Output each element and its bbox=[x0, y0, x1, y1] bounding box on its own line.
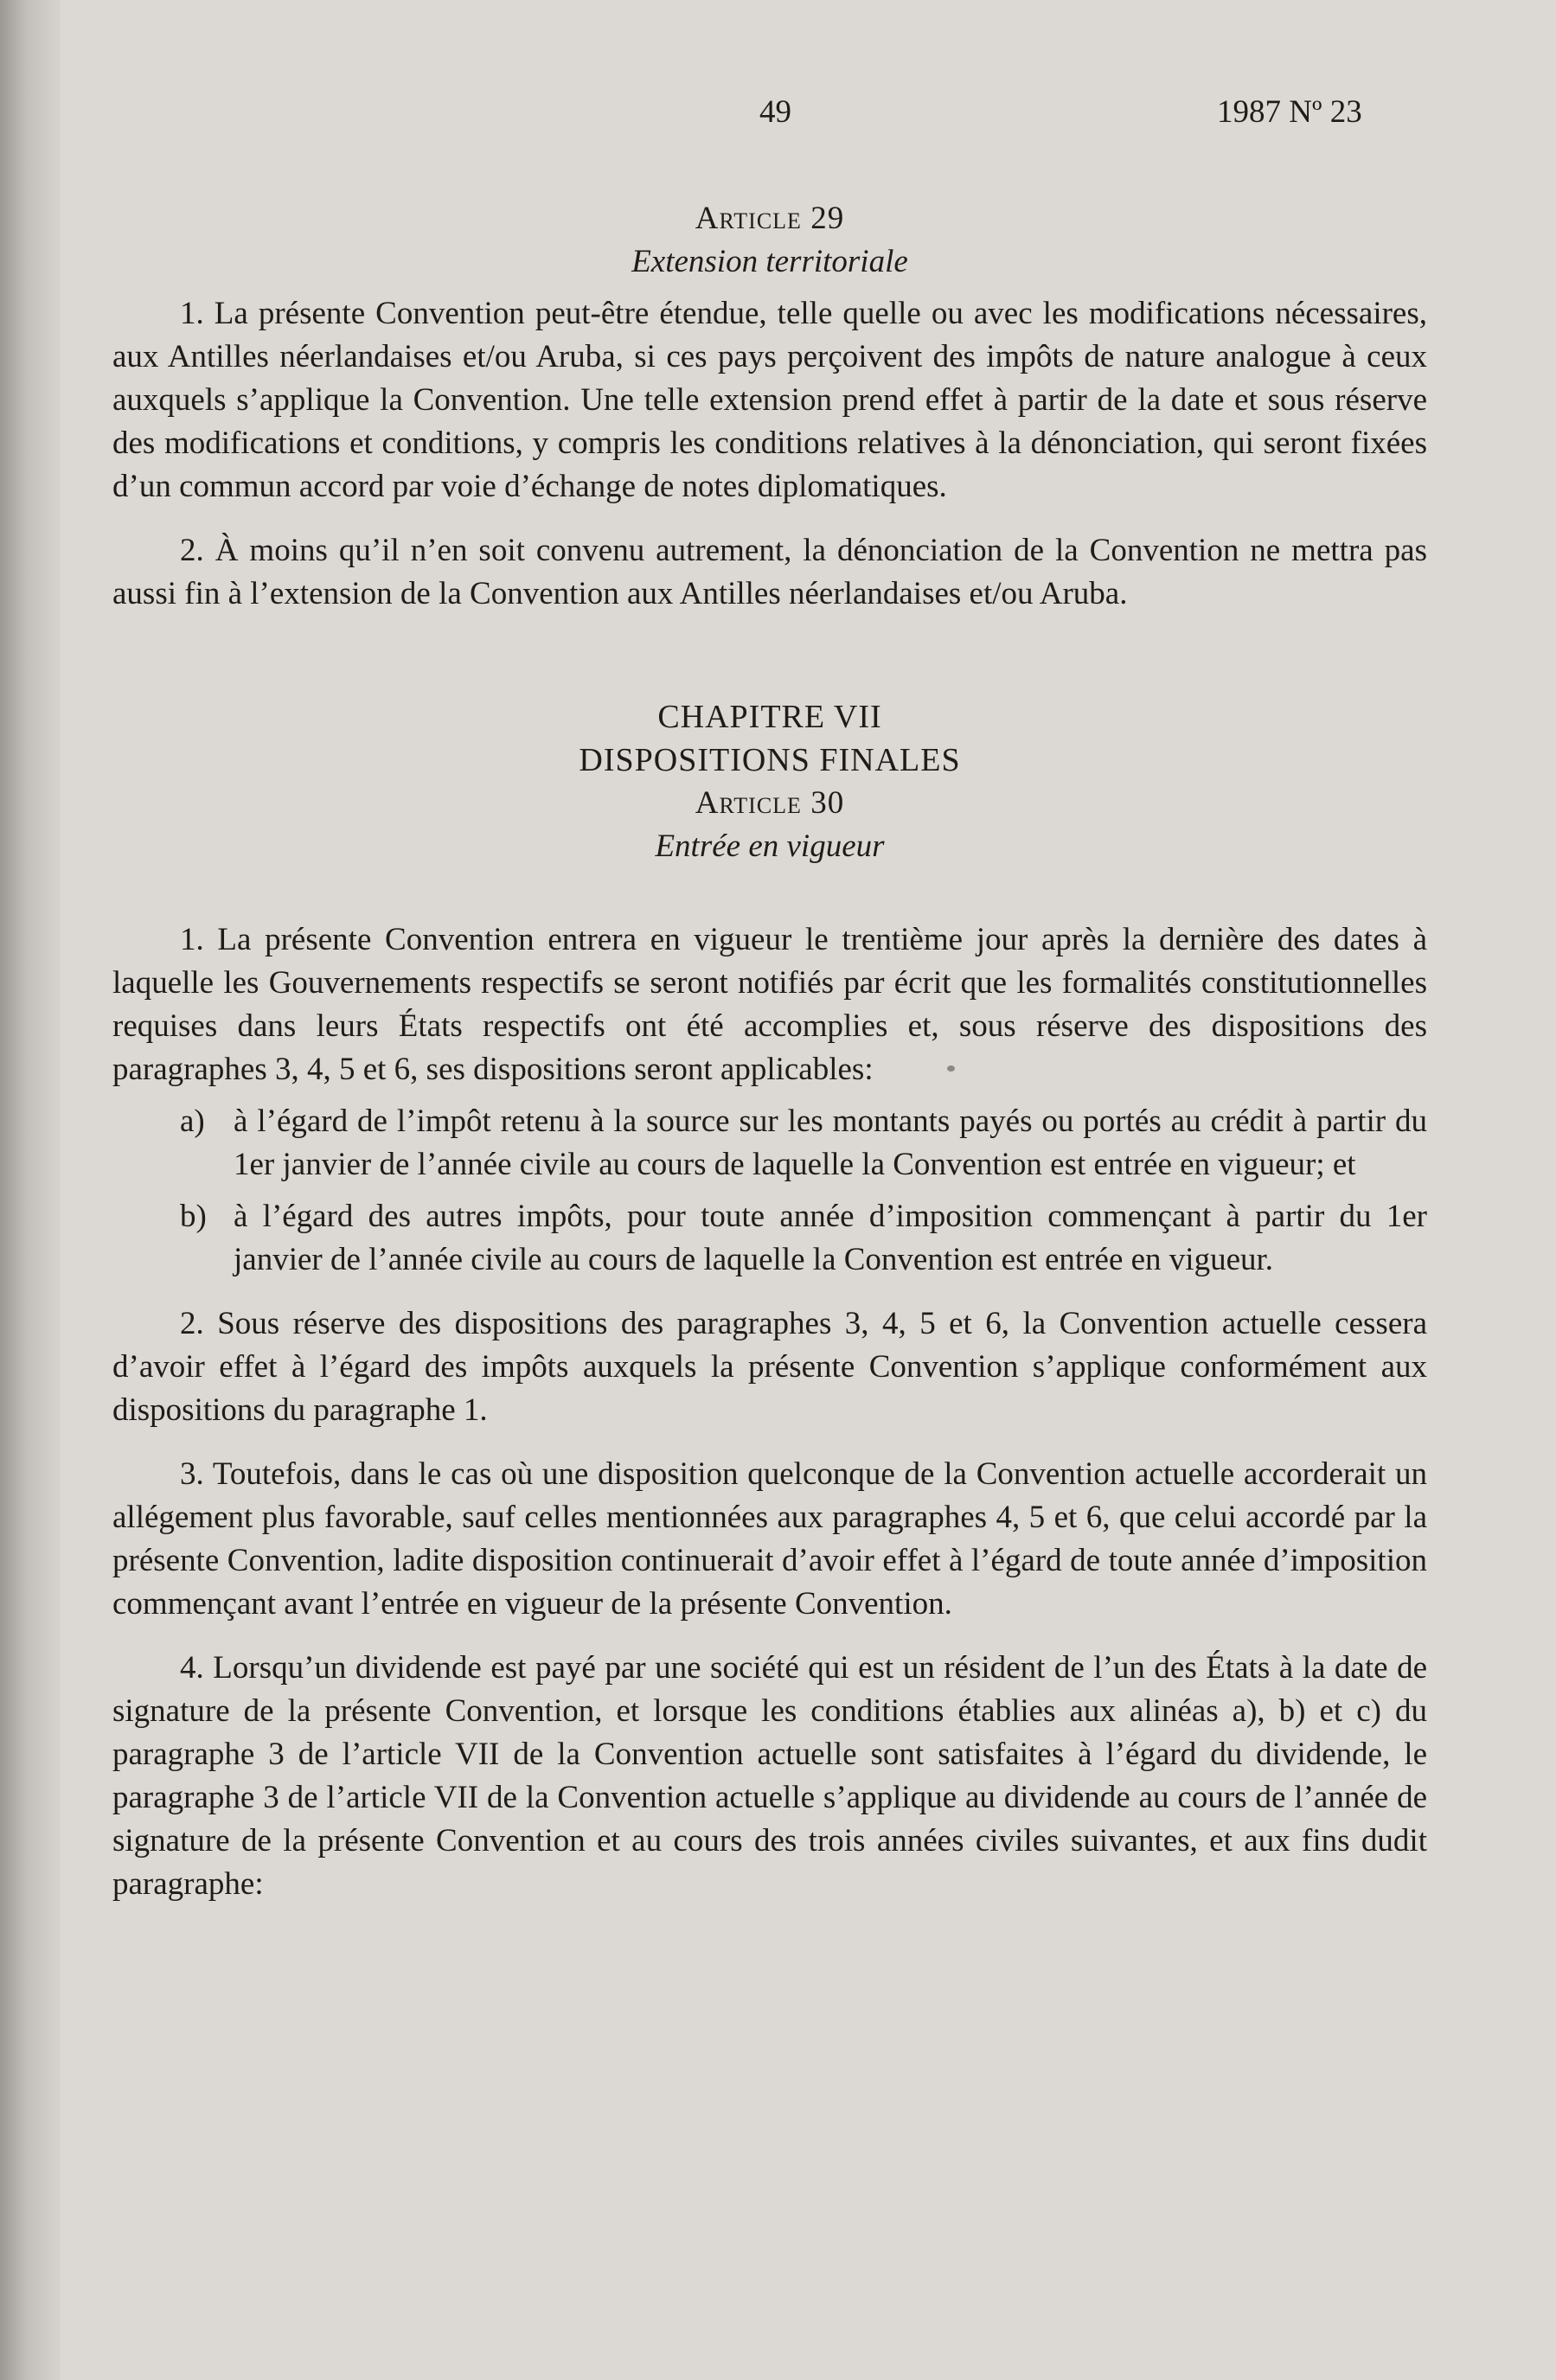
page-number: 49 bbox=[759, 94, 791, 130]
article-29-title: Article 29 bbox=[695, 201, 845, 236]
page-gutter-shadow bbox=[0, 0, 61, 2380]
article-30-paragraph-2: 2. Sous réserve des dispositions des paragraphes 3, 4, 5 et 6, la Convention actuelle cessera d’avoir effet à l’égard des impôts auxquels la présente Convention s’applique conformément aux dispositions du paragraphe 1. bbox=[112, 1306, 1427, 1428]
chapter-subtitle: DISPOSITIONS FINALES bbox=[579, 742, 961, 778]
article-29-paragraph-2: 2. À moins qu’il n’en soit convenu autrement, la dénonciation de la Convention ne mettra pas aussi fin à l’extension de la Convention aux Antilles néerlandaises et/ou Aruba. bbox=[112, 533, 1427, 611]
list-item-b bbox=[112, 1195, 1427, 1282]
document-body bbox=[112, 197, 1427, 1906]
page-header bbox=[0, 93, 1556, 137]
list-item-a bbox=[112, 1100, 1427, 1187]
list-text-b: à l’égard des autres impôts, pour toute année d’imposition commençant à partir du 1er janvier de l’année civile au cours de laquelle la Convention est entrée en vigueur. bbox=[234, 1199, 1427, 1277]
list-marker-a: a) bbox=[180, 1104, 205, 1139]
article-29-paragraph-1: 1. La présente Convention peut-être étendue, telle quelle ou avec les modifications nécessaires, aux Antilles néerlandaises et/ou Aruba, si ces pays perçoivent des impôts de nature analogue à ceux auxquels s’applique la Convention. Une telle extension prend effet à partir de la date et sous réserve des modifications et conditions, y compris les conditions relatives à la dénonciation, qui seront fixées d’un commun accord par voie d’échange de notes diplomatiques. bbox=[112, 296, 1427, 504]
article-30-paragraph-3: 3. Toutefois, dans le cas où une disposition quelconque de la Convention actuelle accorderait un allégement plus favorable, sauf celles mentionnées aux paragraphes 4, 5 et 6, que celui accordé par la présente Convention, ladite disposition continuerait d’avoir effet à l’égard de toute année d’imposition commençant avant l’entrée en vigueur de la présente Convention. bbox=[112, 1456, 1427, 1622]
article-30-paragraph-4: 4. Lorsqu’un dividende est payé par une société qui est un résident de l’un des États à la date de signature de la présente Convention, et lorsque les conditions établies aux alinéas a), b) et c) du paragraphe 3 de l’article VII de la Convention actuelle sont satisfaites à l’égard du dividende, le paragraphe 3 de l’article VII de la Convention actuelle s’applique au dividende au cours de l’année de signature de la présente Convention et au cours des trois années civiles suivantes, et aux fins dudit paragraphe: bbox=[112, 1650, 1427, 1902]
list-marker-b: b) bbox=[180, 1199, 207, 1234]
article-30-title: Article 30 bbox=[695, 785, 845, 821]
document-reference: 1987 Nº 23 bbox=[1217, 94, 1362, 130]
chapter-title: CHAPITRE VII bbox=[657, 699, 882, 735]
article-29-subtitle: Extension territoriale bbox=[631, 244, 908, 279]
article-30-paragraph-1: 1. La présente Convention entrera en vigueur le trentième jour après la dernière des dates à laquelle les Gouvernements respectifs se seront notifiés par écrit que les formalités constitutionnelles requises dans leurs États respectifs ont été accomplies et, sous réserve des dispositions des paragraphes 3, 4, 5 et 6, ses dispositions seront applicables: bbox=[112, 922, 1427, 1087]
list-text-a: à l’égard de l’impôt retenu à la source sur les montants payés ou portés au crédit à partir du 1er janvier de l’année civile au cours de laquelle la Convention est entrée en vigueur; et bbox=[234, 1104, 1427, 1182]
article-30-subtitle: Entrée en vigueur bbox=[655, 829, 885, 864]
